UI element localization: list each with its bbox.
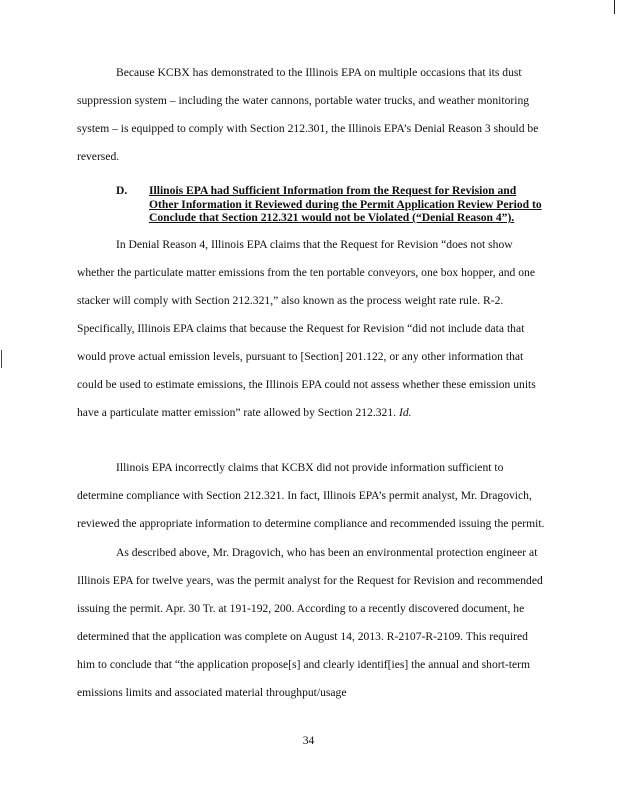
scan-edge-mark <box>614 0 615 14</box>
paragraph-text: In Denial Reason 4, Illinois EPA claims that the Request for Revision “does not show whether the particulate matter emissions from the ten portable conveyors, one box hopper, and one stacker will comply with Section 212.321,” also known as the process weight rate rule. R-2. Specifically, Illinois EPA claims that because the Request for Revision “did not include data that would prove actual emission levels, pursuant to [Section] 201.122, or any other information that could be used to estimate emissions, the Illinois EPA could not assess whether these emission units have a particulate matter emission” rate allowed by Section 212.321. <box>77 238 536 419</box>
section-letter: D. <box>116 184 128 197</box>
citation-id: Id. <box>398 406 412 419</box>
paragraph-dragovich-review: As described above, Mr. Dragovich, who has been an environmental protection engineer at Illinois EPA for twelve years, was the permit analyst for the Request for Revision and recommended issuing the permit. Apr. 30 Tr. at 191-192, 200. According to a recently discovered document, he determined that the application was complete on August 14, 2013. R-2107-R-2109. This required him to conclude that “the application propose[s] and clearly identif[ies] the annual and short-term emissions limits and associated material throughput/usage <box>77 546 543 699</box>
paragraph-denial-reason-4-claim <box>77 231 547 427</box>
section-title: Illinois EPA had Sufficient Information from the Request for Revision and Other Information it Reviewed during the Permit Application Review Period to Conclude that Section 212.321 would not be Violated (“Denial Reason 4”). <box>149 184 542 224</box>
scan-margin-mark <box>1 350 2 368</box>
paragraph-denial-reason-3-conclusion: Because KCBX has demonstrated to the Illinois EPA on multiple occasions that its dust suppression system – including the water cannons, portable water trucks, and weather monitoring system – is equipped to comply with Section 212.301, the Illinois EPA’s Denial Reason 3 should be reversed. <box>77 66 539 163</box>
paragraph-incorrect-claim: Illinois EPA incorrectly claims that KCBX did not provide information sufficient to determine compliance with Section 212.321. In fact, Illinois EPA’s permit analyst, Mr. Dragovich, reviewed the appropriate information to determine compliance and recommended issuing the permit. <box>77 461 545 530</box>
page-number: 34 <box>302 734 315 747</box>
